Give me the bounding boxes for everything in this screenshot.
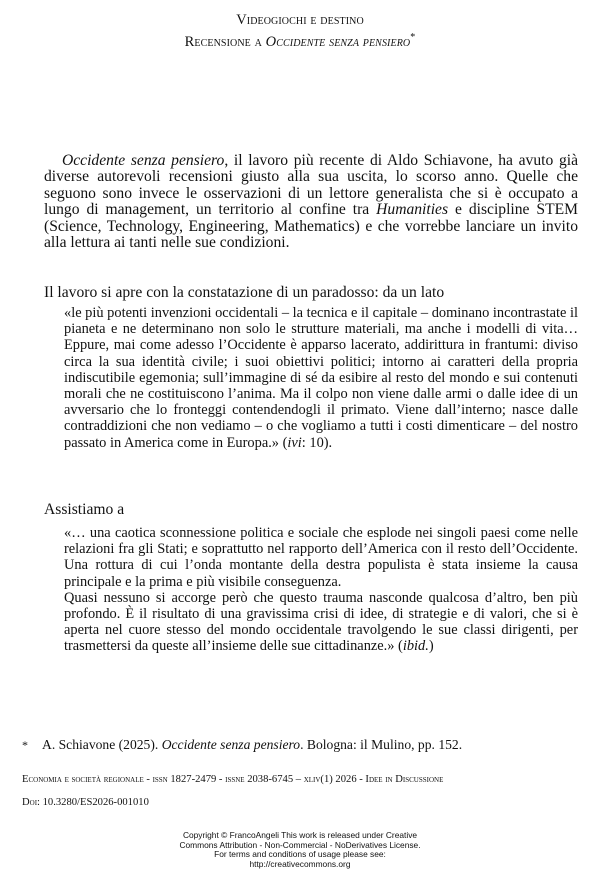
paragraph-1-text-a: , il lavoro più recente di Aldo Schiavone, ha avuto già diverse autorevoli recensioni giusto alla sua uscita, lo scorso anno. Quelle che seguono sono invece le osservazioni di un lettore generalista che si è occupato a lungo di management, un territorio al confine tra: [44, 152, 578, 219]
quote-2-part-a: «… una caotica sconnessione politica e sociale che esplode nei singoli paesi come nelle relazioni fra gli Stati; e soprattutto nel rapporto dell’America con il resto dell’Occidente. Una rottura di cui l’onda montante della destra populista è stata insieme la causa principale e la prima e più visibile conseguenza.: [64, 525, 578, 590]
paragraph-1: [44, 153, 578, 251]
quote-1-cite-rest: : 10).: [301, 434, 333, 451]
paragraph-3: [44, 502, 578, 518]
copyright-notice: [0, 831, 600, 869]
paragraph-3-text: Assistiamo a: [44, 501, 125, 518]
block-quote-2: [64, 525, 578, 655]
footnote-text-b: . Bologna: il Mulino, pp. 152.: [300, 737, 463, 752]
quote-2-text-b: Quasi nessuno si accorge però che questo trauma nasconde qualcosa d’altro, ben più profondo. È il risultato di una gravissima crisi di idee, di strategie e di valori, che si è aperta nel cuore stesso del mondo occidentale travolgendo le sue classi dirigenti, per trasmettersi da queste all’insieme delle sue cittadinanze.» (: [64, 589, 578, 655]
block-quote-1: [64, 305, 578, 451]
copyright-line-2: Commons Attribution - Non-Commercial - NoDerivatives License.: [179, 839, 421, 850]
doi-line: Doi: 10.3280/ES2026-001010: [22, 797, 149, 808]
title-line-1: Videogiochi e destino: [236, 12, 364, 28]
title-line-2: [0, 29, 600, 51]
footnote-italic: Occidente senza pensiero: [161, 737, 301, 752]
title-prefix: Recensione a: [184, 33, 266, 50]
paragraph-1-italic-start: Occidente senza pensiero: [62, 152, 225, 169]
title-footnote-mark: *: [410, 32, 416, 43]
footnote: [22, 737, 582, 753]
copyright-line-3: For terms and conditions of usage please see:: [214, 849, 386, 860]
title-book: Occidente senza pensiero: [265, 33, 411, 50]
quote-1-text: «le più potenti invenzioni occidentali – la tecnica e il capitale – dominano incontrastate il pianeta e ne determinano non solo le strutture materiali, ma anche i modelli di vita… Eppure, mai come adesso l’Occidente è apparso lacerato, addirittura in frantumi: diviso circa la sua identità civile; i suoi obiettivi politici; intorno ai caratteri della propria indiscutibile egemonia; sull’immagine di sé da esibire al resto del mondo e sui contenuti morali che ne costituiscono l’anima. Ma il colpo non viene dalle armi o dalle idee di un avversario che lo fronteggi contendendogli il primato. Viene dall’interno; nasce dalle contraddizioni che non vediamo – o che vogliamo a tutti i costi dimenticare – del nostro passato in America come in Europa.» (: [64, 305, 578, 451]
footnote-text-a: A. Schiavone (2025).: [42, 737, 162, 752]
copyright-line-1: Copyright © FrancoAngeli This work is released under Creative: [182, 830, 418, 840]
paragraph-1-italic-mid: Humanities: [376, 201, 449, 219]
footnote-mark: *: [22, 738, 28, 752]
quote-2-cite-italic: ibid.: [402, 638, 429, 655]
paragraph-2: [44, 285, 578, 301]
quote-2-cite-rest: ): [428, 638, 434, 655]
paragraph-1-text-b: e discipline STEM (Science, Technology, Engineering, Mathematics) e che vorrebbe lanciare un invito alla lettura ai tanti nelle sue condizioni.: [44, 201, 578, 252]
journal-line: Economia e società regionale - issn 1827-2479 - issne 2038-6745 – xliv(1) 2026 - Idee in Discussione: [22, 774, 444, 785]
copyright-link[interactable]: http://creativecommons.org: [249, 858, 351, 869]
article-title: [0, 12, 600, 51]
paragraph-2-text: Il lavoro si apre con la constatazione di un paradosso: da un lato: [44, 284, 445, 301]
quote-2-part-b: [64, 590, 578, 655]
quote-1-cite-italic: ivi: [287, 434, 302, 451]
